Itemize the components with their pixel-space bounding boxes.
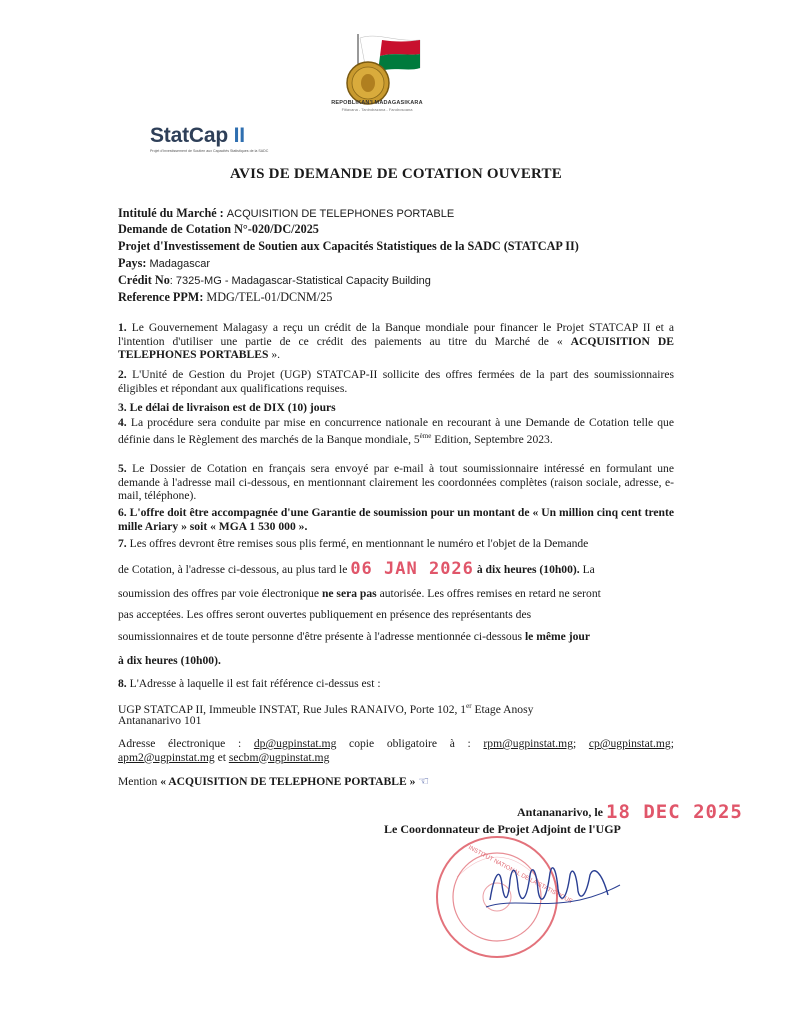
paragraph-7-line3a: soumission des offres par voie électronique	[118, 587, 320, 600]
paragraph-1	[118, 321, 674, 362]
paragraph-4-text: La procédure sera conduite par mise en concurrence nationale en recourant à une Demande de Cotation telle que définie dans le Règlement des marchés de la Banque mondiale, 5	[118, 416, 674, 446]
seal-text: INSTITUT NATIONAL DE LA STATISTIQUE	[467, 845, 574, 906]
paragraph-5-text: Le Dossier de Cotation en français sera envoyé par e-mail à tout soumissionnaire intéressé en formulant une demande à l'adresse mail ci-dessous, en mentionnant clairement les coordonnées complètes (raison sociale, adresse, e-mail, téléphone).	[118, 462, 674, 503]
demande-line	[118, 221, 319, 237]
paragraph-7-line-3	[118, 587, 674, 601]
signatory-title: Le Coordonnateur de Projet Adjoint de l'UGP	[384, 822, 621, 836]
mention-text: « ACQUISITION DE TELEPHONE PORTABLE »	[160, 775, 416, 788]
mention-line	[118, 775, 674, 789]
paragraph-7-line5b: le même jour	[524, 630, 590, 643]
statcap-logo	[150, 124, 245, 148]
email-link-cp[interactable]: cp@ugpinstat.mg	[588, 737, 671, 750]
paragraph-1-end: ».	[271, 348, 281, 362]
reference-value: MDG/TEL-01/DCNM/25	[206, 290, 333, 304]
projet-line	[118, 238, 579, 254]
paragraph-8	[118, 677, 674, 691]
paragraph-1-number: 1.	[118, 321, 127, 334]
paragraph-7-line-1	[118, 537, 674, 551]
paragraph-5	[118, 462, 674, 503]
logo-suffix-text: II	[233, 124, 245, 147]
logo-main-text: StatCap	[150, 124, 228, 147]
paragraph-7-line-6	[118, 654, 674, 668]
paragraph-7-line6: à dix heures (10h00).	[118, 654, 221, 667]
paragraph-7-line4: pas acceptées. Les offres seront ouvertes publiquement en présence des représentants des	[118, 608, 532, 621]
email-link-secbm[interactable]: secbm@ugpinstat.mg	[228, 750, 330, 764]
pointing-hand-icon: ☜	[418, 774, 430, 788]
paragraph-4-sup: ème	[419, 431, 432, 440]
email-block: Adresse électronique : dp@ugpinstat.mg copie obligatoire à : rpm@ugpinstat.mg; cp@ugpinstat.mg; apm2@ugpinstat.mg et secbm@ugpinstat.mg	[118, 737, 674, 764]
paragraph-1-bold: ACQUISITION DE TELEPHONES PORTABLES	[118, 334, 674, 362]
paragraph-3	[118, 401, 674, 415]
place-date-line	[517, 799, 743, 821]
paragraph-7-line-2	[118, 559, 674, 579]
deadline-date-stamp: 06 JAN 2026	[350, 559, 474, 579]
paragraph-2-number: 2.	[118, 368, 127, 381]
credit-line	[118, 272, 431, 289]
paragraph-7-line3c: autorisée. Les offres remises en retard ne seront	[379, 587, 601, 600]
reference-label: Reference PPM:	[118, 290, 204, 304]
pays-label: Pays:	[118, 256, 147, 270]
paragraph-6-text: 6. L'offre doit être accompagnée d'une Garantie de soumission pour un montant de « Un million cinq cent trente mille Ariary » soit « MGA 1 530 000 ».	[118, 506, 674, 533]
intitule-label: Intitulé du Marché :	[118, 206, 224, 220]
paragraph-5-number: 5.	[118, 462, 127, 475]
paragraph-7-line5a: soumissionnaires et de toute personne d'être présente à l'adresse mentionnée ci-dessous	[118, 630, 523, 643]
email-label: Adresse électronique :	[118, 737, 242, 750]
paragraph-4-number: 4.	[118, 416, 127, 429]
credit-value: : 7325-MG - Madagascar-Statistical Capacity Building	[169, 275, 431, 287]
signature-date-stamp: 18 DEC 2025	[606, 801, 743, 823]
intitule-value: ACQUISITION DE TELEPHONES PORTABLE	[226, 208, 455, 220]
pays-line	[118, 255, 210, 272]
intitule-line	[118, 205, 454, 222]
address-part-a: UGP STATCAP II, Immeuble INSTAT, Rue Jules RANAIVO, Porte 102, 1	[118, 702, 467, 716]
address-city: Antananarivo 101	[118, 714, 202, 727]
emblem-caption: REPOBLIKAN'I MADAGASIKARA	[331, 100, 423, 106]
paragraph-7-number: 7.	[118, 537, 127, 550]
projet-label: Projet d'Investissement de Soutien aux Capacités Statistiques de la SADC (STATCAP II)	[118, 239, 579, 253]
paragraph-8-number: 8.	[118, 677, 127, 690]
place-label: Antananarivo, le	[517, 805, 604, 819]
paragraph-7-line2b: à dix heures (10h00).	[476, 563, 580, 576]
demande-label: Demande de Cotation N°-020/DC/2025	[118, 222, 319, 236]
email-et: et	[217, 750, 226, 764]
email-link-rpm[interactable]: rpm@ugpinstat.mg	[483, 737, 573, 750]
paragraph-2-text: L'Unité de Gestion du Projet (UGP) STATCAP-II sollicite des offres fermées de la part des soumissionnaires éligibles et répondant aux qualifications requises.	[118, 368, 674, 395]
email-link-apm2[interactable]: apm2@ugpinstat.mg	[118, 750, 215, 764]
handwritten-signature	[480, 845, 630, 925]
paragraph-7-line2a: de Cotation, à l'adresse ci-dessous, au plus tard le	[118, 563, 348, 576]
document-title: AVIS DE DEMANDE DE COTATION OUVERTE	[230, 166, 562, 182]
email-copy-label: copie obligatoire à :	[349, 737, 471, 750]
reference-line	[118, 289, 332, 305]
pays-value: Madagascar	[149, 258, 211, 270]
paragraph-7-line-4	[118, 608, 674, 622]
email-link-dp[interactable]: dp@ugpinstat.mg	[253, 737, 337, 750]
paragraph-7-line2c: La	[582, 563, 595, 576]
paragraph-4	[118, 416, 674, 446]
credit-label: Crédit No	[118, 273, 170, 287]
paragraph-3-text: 3. Le délai de livraison est de DIX (10) jours	[118, 401, 336, 414]
paragraph-4-end: Edition, Septembre 2023.	[434, 432, 553, 446]
paragraph-7-line3b: ne sera pas	[321, 587, 377, 600]
paragraph-8-text: L'Adresse à laquelle il est fait référence ci-dessus est :	[129, 677, 381, 690]
paragraph-7-line-5	[118, 630, 674, 644]
logo-tagline: Projet d'Investissement de Soutien aux Capacités Statistiques de la SADC	[150, 149, 269, 153]
address-part-b: Etage Anosy	[474, 702, 534, 716]
address-sup: er	[466, 702, 472, 710]
address-line-2	[118, 714, 674, 728]
emblem-motto: Fitiavana - Tanindrazana - Fandrosoana	[341, 107, 413, 112]
paragraph-7-line1-text: Les offres devront être remises sous plis fermé, en mentionnant le numéro et l'objet de la Demande	[129, 537, 589, 550]
paragraph-1-text: Le Gouvernement Malagasy a reçu un crédit de la Banque mondiale pour financer le Projet STATCAP II et a l'intention d'utiliser une partie de ce crédit des paiements au titre du Marché de «	[118, 321, 675, 348]
mention-label: Mention	[118, 775, 158, 788]
paragraph-6	[118, 506, 674, 533]
paragraph-2	[118, 368, 674, 395]
